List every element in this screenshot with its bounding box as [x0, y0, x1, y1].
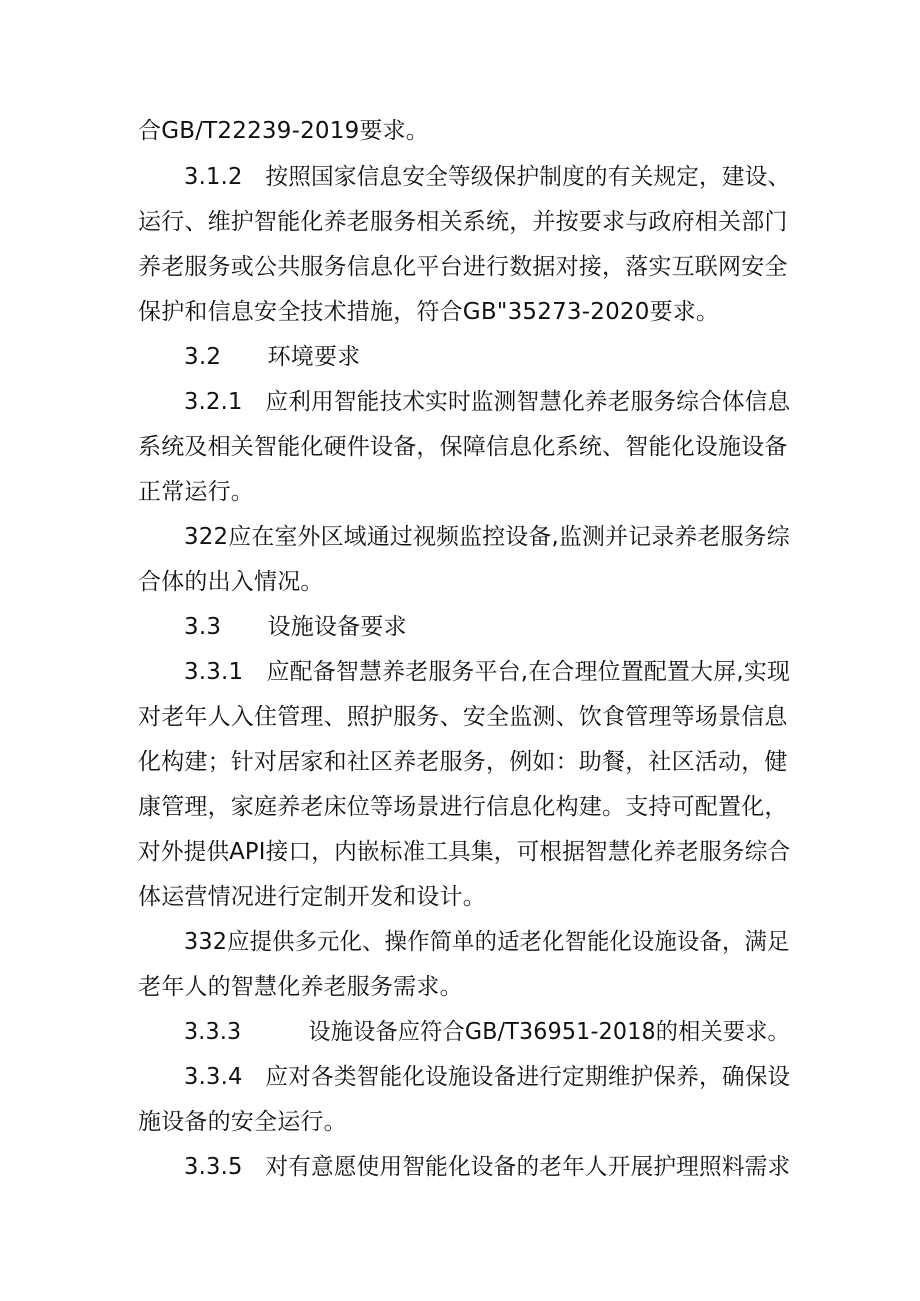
- text-line-7: 3.2.1 应利用智能技术实时监测智慧化养老服务综合体信息: [184, 389, 791, 415]
- text-line-8: 系统及相关智能化硬件设备，保障信息化系统、智能化设施设备: [138, 434, 788, 460]
- text-line-21: 3.3.3 设施设备应符合GB/T36951-2018的相关要求。: [184, 1019, 790, 1045]
- section-heading-3-3: 3.3 设施设备要求: [184, 614, 407, 640]
- text-line-19: 332应提供多元化、操作简单的适老化智能化设施设备，满足: [184, 929, 790, 955]
- text-line-9: 正常运行。: [138, 479, 254, 505]
- text-line-11: 合体的出入情况。: [138, 569, 324, 595]
- text-line-4: 养老服务或公共服务信息化平台进行数据对接，落实互联网安全: [138, 254, 788, 280]
- text-line-18: 体运营情况进行定制开发和设计。: [138, 884, 486, 910]
- text-line-1: 合GB/T22239-2019要求。: [138, 118, 429, 144]
- text-line-23: 施设备的安全运行。: [138, 1109, 347, 1135]
- text-line-20: 老年人的智慧化养老服务需求。: [138, 974, 463, 1000]
- text-line-22: 3.3.4 应对各类智能化设施设备进行定期维护保养，确保设: [184, 1064, 791, 1090]
- text-line-24: 3.3.5 对有意愿使用智能化设备的老年人开展护理照料需求: [184, 1154, 791, 1180]
- text-line-17: 对外提供API接口，内嵌标准工具集，可根据智慧化养老服务综合: [138, 839, 791, 865]
- text-line-13: 3.3.1 应配备智慧养老服务平台,在合理位置配置大屏,实现: [184, 659, 791, 685]
- text-line-5: 保护和信息安全技术措施，符合GB"35273-2020要求。: [138, 299, 720, 325]
- section-heading-3-2: 3.2 环境要求: [184, 344, 361, 370]
- text-line-14: 对老年人入住管理、照护服务、安全监测、饮食管理等场景信息: [138, 704, 788, 730]
- text-line-10: 322应在室外区域通过视频监控设备,监测并记录养老服务综: [184, 524, 790, 550]
- text-line-3: 运行、维护智能化养老服务相关系统，并按要求与政府相关部门: [138, 209, 788, 235]
- text-line-15: 化构建；针对居家和社区养老服务，例如：助餐，社区活动，健: [138, 749, 788, 775]
- text-line-2: 3.1.2 按照国家信息安全等级保护制度的有关规定，建设、: [184, 164, 791, 190]
- text-line-16: 康管理，家庭养老床位等场景进行信息化构建。支持可配置化，: [138, 794, 788, 820]
